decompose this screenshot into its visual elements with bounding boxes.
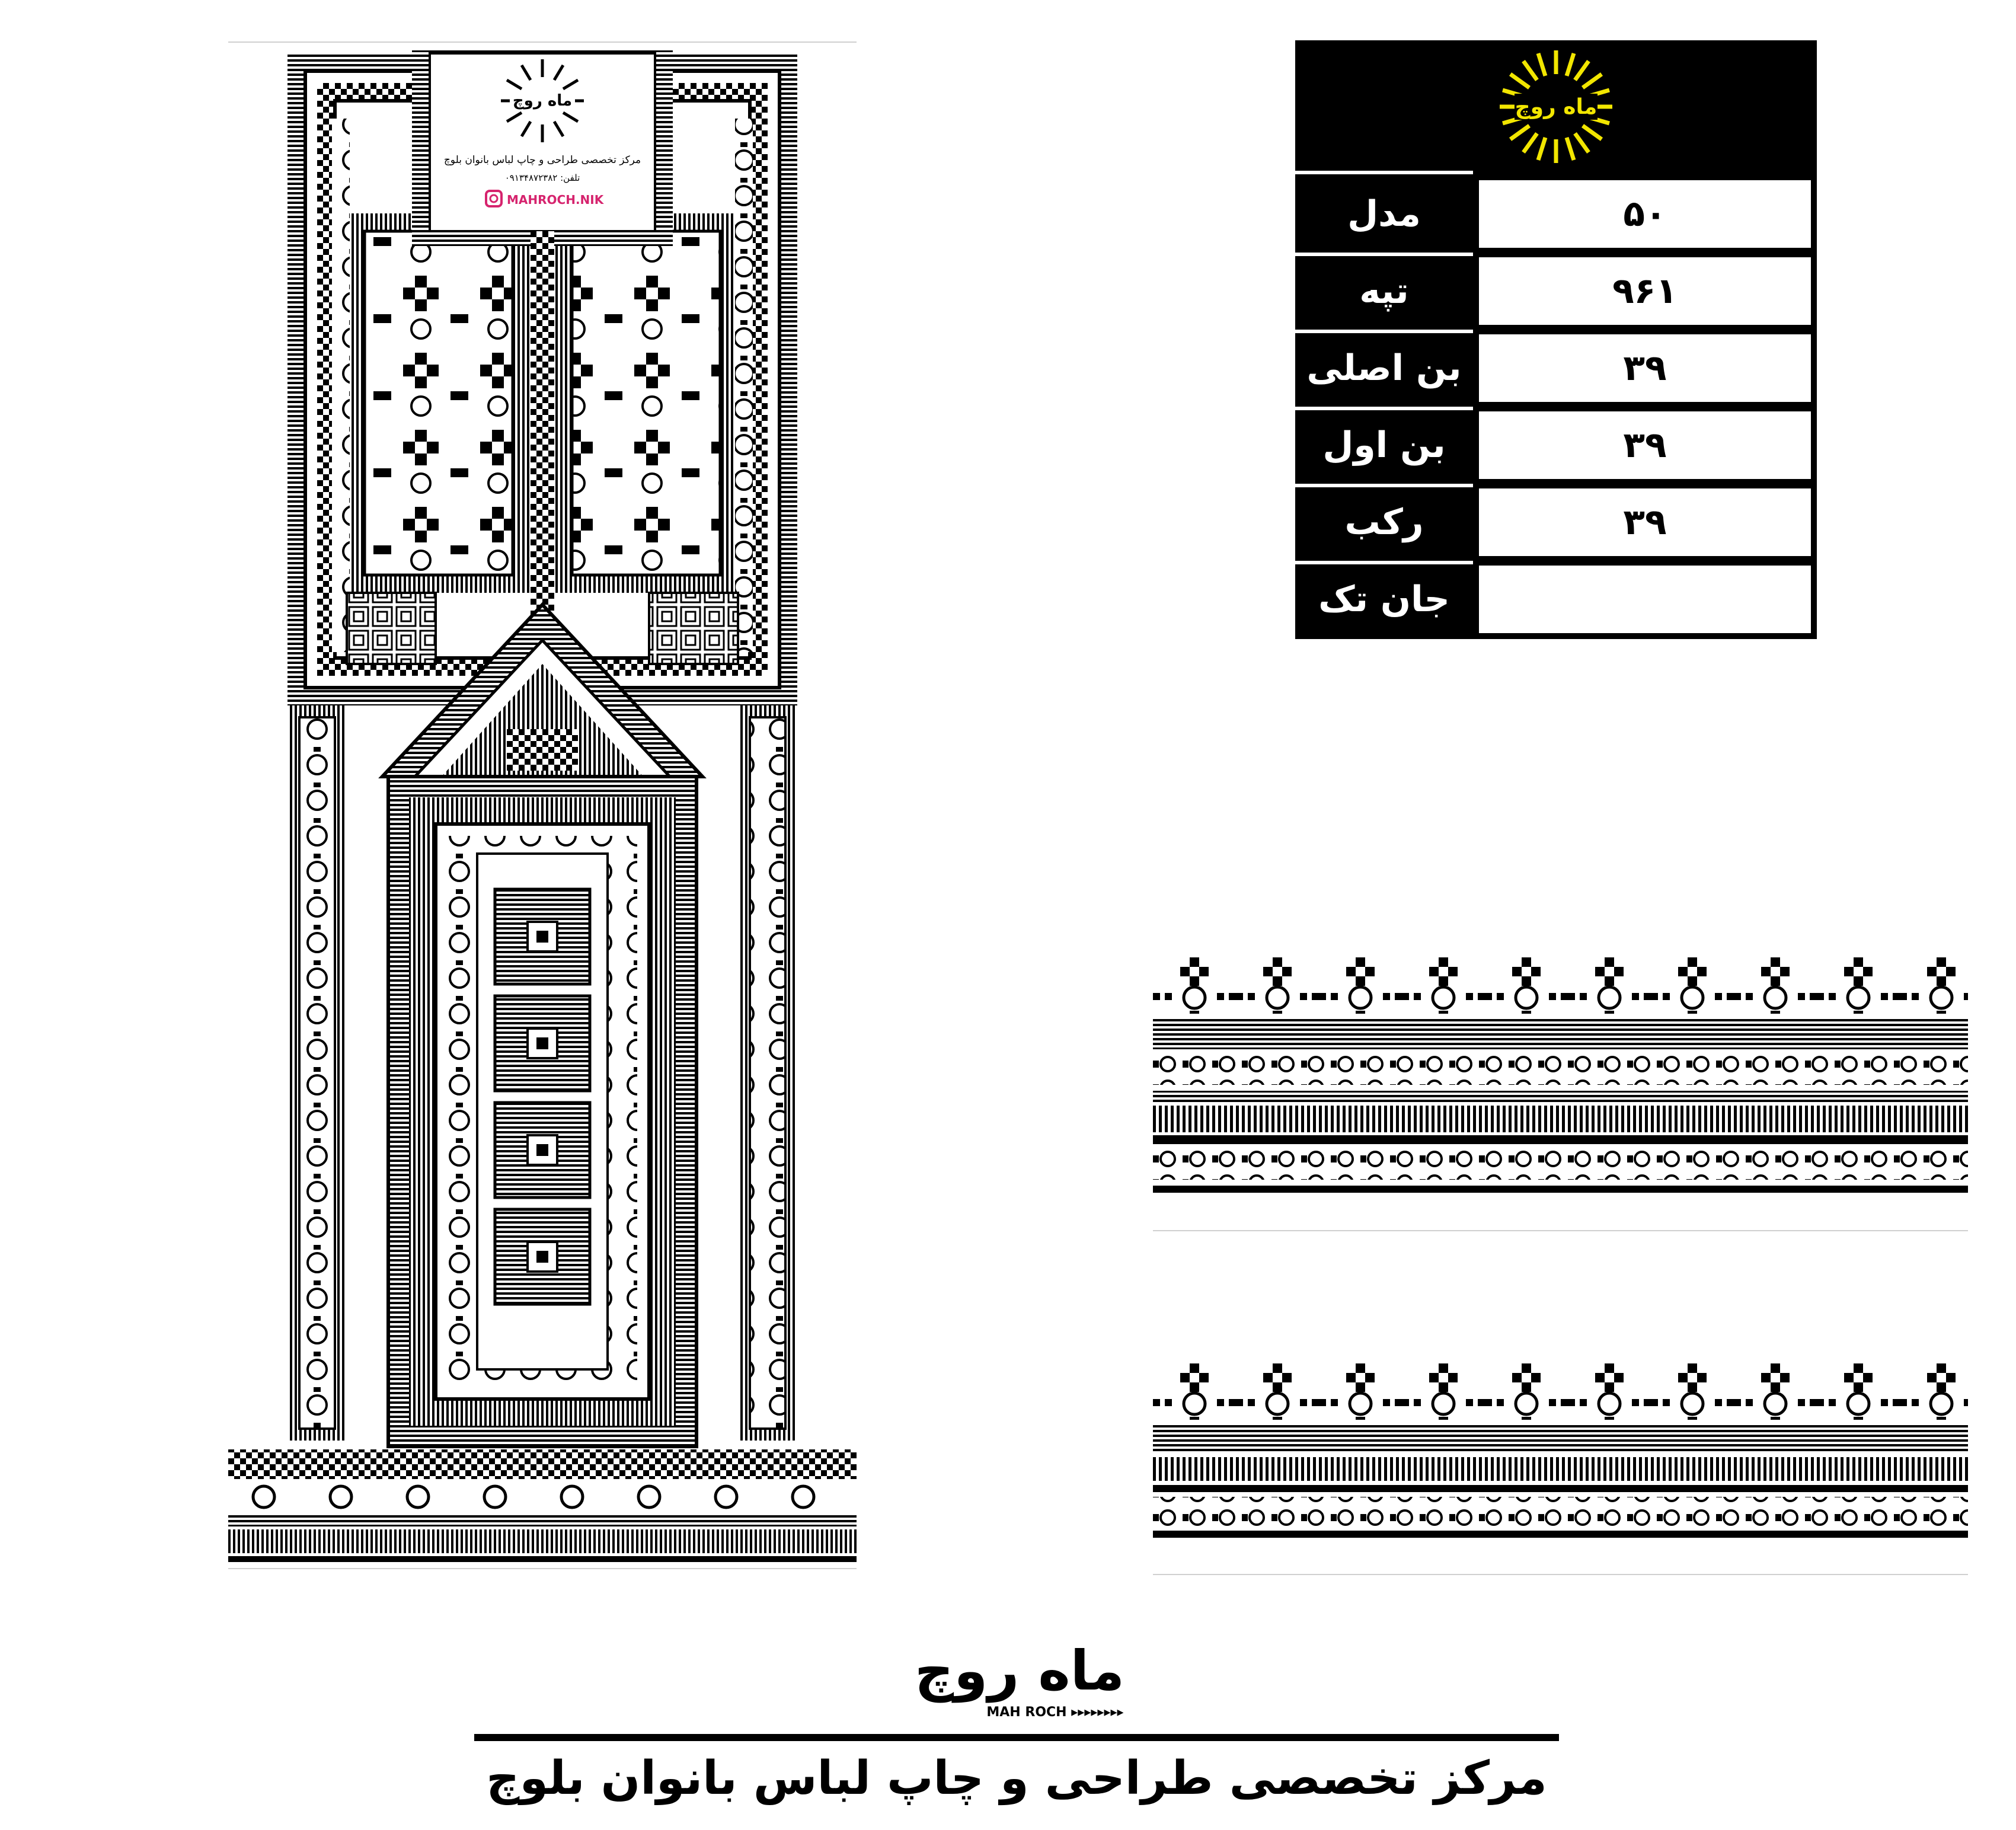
footer-logo-subtext: MAH ROCH ▸▸▸▸▸▸▸▸: [986, 1705, 1124, 1720]
spec-label: تپه: [1359, 270, 1409, 312]
spec-row-bon-asli: [1295, 330, 1817, 407]
footer-tagline: مرکز تخصصی طراحی و چاپ لباس بانوان بلوچ: [486, 1752, 1547, 1805]
footer-brand-logo: [895, 1633, 1144, 1722]
spec-table: [1295, 40, 1817, 639]
front-panel: [382, 605, 702, 1446]
border-strip-lower: [1153, 1363, 1968, 1577]
footer-logo-text: ماه روچ: [914, 1639, 1125, 1703]
spec-value: ۹۶۱: [1479, 257, 1811, 325]
spec-label: جان تک: [1318, 579, 1450, 620]
dress-hem-border: [228, 1449, 857, 1562]
spec-value: ۵۰: [1479, 180, 1811, 248]
spec-row-bon-aval: [1295, 407, 1817, 484]
spec-label: مدل: [1347, 193, 1421, 235]
spec-logo: [1295, 40, 1817, 174]
spec-row-model: [1295, 175, 1817, 253]
instagram-handle: MAHROCH.NIK: [507, 193, 604, 207]
dress-embroidery-design: [228, 36, 857, 1577]
neck-card-line1: مرکز تخصصی طراحی و چاپ لباس بانوان بلوچ: [443, 154, 641, 166]
spec-value: [1479, 566, 1811, 633]
spec-row-jan-tak: [1295, 561, 1817, 638]
spec-row-tappeh: [1295, 253, 1817, 330]
spec-value: ۳۹: [1479, 411, 1811, 479]
neck-brand-text: ماه روچ: [512, 92, 573, 110]
spec-label: بن اصلی: [1306, 347, 1462, 389]
spec-label: بن اول: [1322, 424, 1446, 466]
spec-value: ۳۹: [1479, 334, 1811, 402]
spec-label: رکب: [1344, 502, 1424, 543]
border-strip-upper: [1153, 957, 1968, 1242]
neck-card-line2: تلفن: ۰۹۱۳۴۸۷۲۳۸۲: [504, 173, 580, 183]
spec-logo-text: ماه روچ: [1515, 95, 1598, 119]
spec-value: ۳۹: [1479, 488, 1811, 556]
footer-divider: [474, 1734, 1559, 1741]
spec-row-rekab: [1295, 484, 1817, 561]
